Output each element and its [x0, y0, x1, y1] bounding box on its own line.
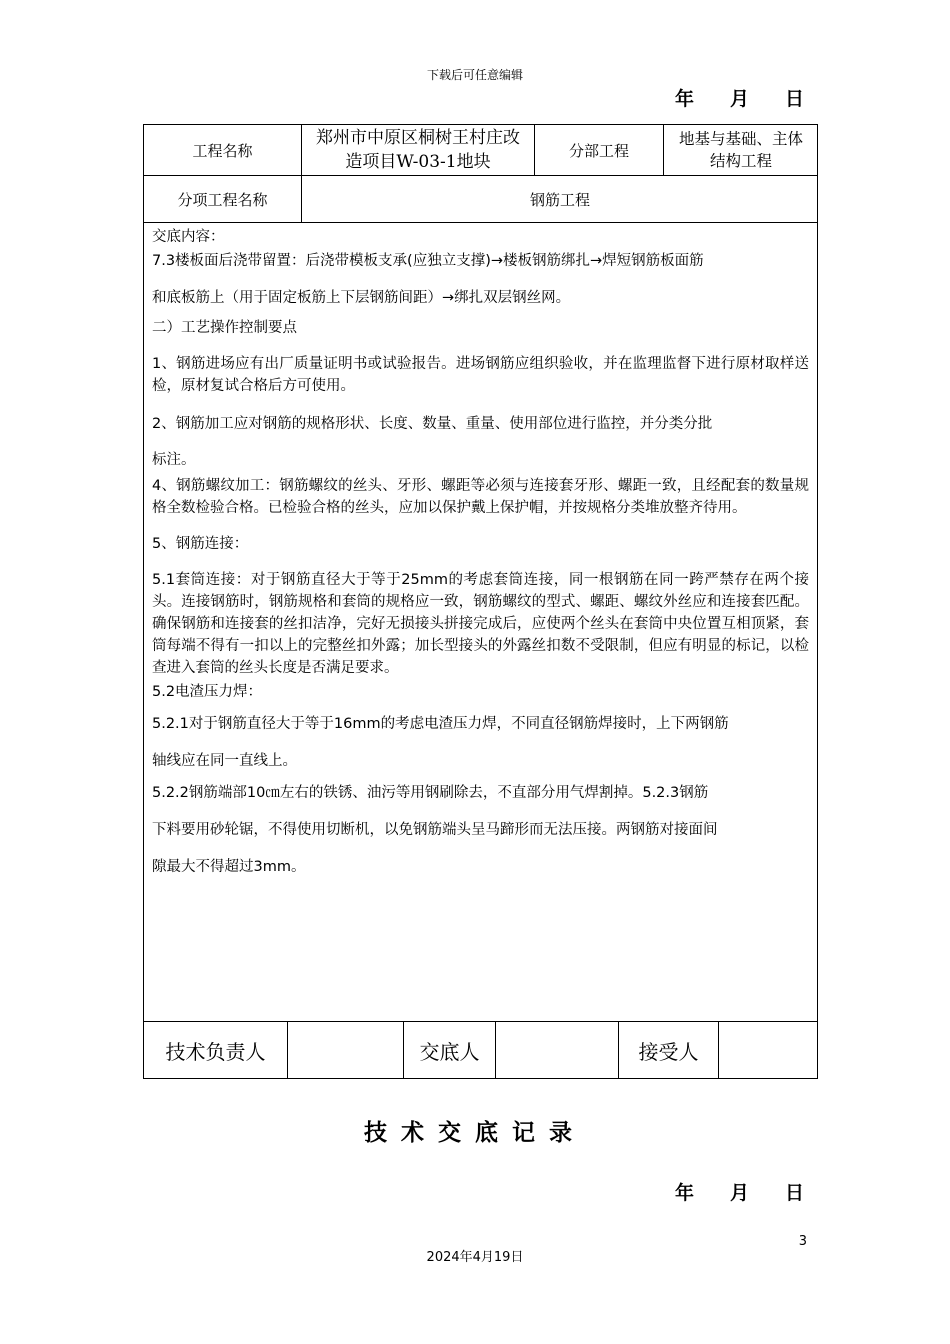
subitem-value: 钢筋工程	[529, 190, 590, 209]
briefing-content	[152, 226, 809, 878]
month-label: 月	[729, 88, 749, 110]
year-label: 年	[674, 88, 694, 110]
division-label: 分部工程	[568, 141, 629, 160]
content-line: 5.2.1对于钢筋直径大于等于16mm的考虑电渣压力焊，不同直径钢筋焊接时，上下两钢筋	[152, 716, 729, 732]
project-name-label: 工程名称	[192, 141, 253, 160]
content-line: 交底内容：	[152, 229, 225, 245]
content-line: 标注。	[152, 452, 196, 468]
day-label: 日	[784, 1182, 804, 1204]
content-line: 4、钢筋螺纹加工：钢筋螺纹的丝头、牙形、螺距等必须与连接套牙形、螺距一致，且经配套的数量规格全数检验合格。已检验合格的丝头，应加以保护戴上保护帽，并按规格分类堆放整齐待用。	[152, 478, 809, 516]
content-line: 隙最大不得超过3mm。	[152, 859, 306, 875]
content-line: 5、钢筋连接：	[152, 536, 249, 552]
month-label: 月	[729, 1182, 749, 1204]
content-line: 5.2.2钢筋端部10㎝左右的铁锈、油污等用钢刷除去，不直部分用气焊割掉。5.2.3钢筋	[152, 785, 709, 801]
date-line-top	[675, 84, 804, 111]
project-name-value: 郑州市中原区桐树王村庄改造项目W-03-1地块	[316, 128, 520, 172]
content-line: 下料要用砂轮锯，不得使用切断机，以免钢筋端头呈马蹄形而无法压接。两钢筋对接面间	[152, 822, 718, 838]
content-line: 1、钢筋进场应有出厂质量证明书或试验报告。进场钢筋应组织验收，并在监理监督下进行原材取样送检，原材复试合格后方可使用。	[152, 356, 809, 394]
date-line-bottom	[675, 1178, 804, 1205]
subitem-label: 分项工程名称	[177, 190, 268, 209]
content-line: 2、钢筋加工应对钢筋的规格形状、长度、数量、重量、使用部位进行监控，并分类分批	[152, 416, 713, 432]
briefer-label: 交底人	[419, 1039, 480, 1064]
content-line: 和底板筋上（用于固定板筋上下层钢筋间距）→绑扎双层钢丝网。	[152, 290, 571, 306]
briefing-table	[143, 124, 818, 1079]
header-note: 下载后可任意编辑	[426, 68, 523, 82]
receiver-signature-field[interactable]	[719, 1022, 818, 1078]
page-number: 3	[798, 1234, 807, 1249]
content-line: 5.2电渣压力焊：	[152, 684, 263, 700]
tech-lead-label: 技术负责人	[165, 1039, 266, 1064]
content-line: 5.1套筒连接：对于钢筋直径大于等于25mm的考虑套筒连接，同一根钢筋在同一跨严禁存在两个接头。连接钢筋时，钢筋规格和套筒的规格应一致，钢筋螺纹的型式、螺距、螺纹外丝应和连接套匹配。确保钢筋和连接套的丝扣洁净，完好无损接头拼接完成后，应使两个丝头在套筒中央位置互相顶紧，套筒每端不得有一扣以上的完整丝扣外露；加长型接头的外露丝扣数不受限制，但应有明显的标记，以检查进入套筒的丝头长度是否满足要求。	[152, 572, 809, 676]
briefer-signature-field[interactable]	[496, 1022, 618, 1078]
day-label: 日	[784, 88, 804, 110]
division-value: 地基与基础、主体结构工程	[678, 130, 803, 170]
content-line: 轴线应在同一直线上。	[152, 753, 297, 769]
footer-date: 2024年4月19日	[426, 1250, 524, 1265]
receiver-label: 接受人	[638, 1039, 699, 1064]
content-line: 二）工艺操作控制要点	[152, 320, 297, 336]
record-title: 技术交底记录	[364, 1120, 586, 1146]
content-line: 7.3楼板面后浇带留置：后浇带模板支承(应独立支撑)→楼板钢筋绑扎→焊短钢筋板面筋	[152, 253, 704, 269]
tech-lead-signature-field[interactable]	[288, 1022, 403, 1078]
year-label: 年	[674, 1182, 694, 1204]
